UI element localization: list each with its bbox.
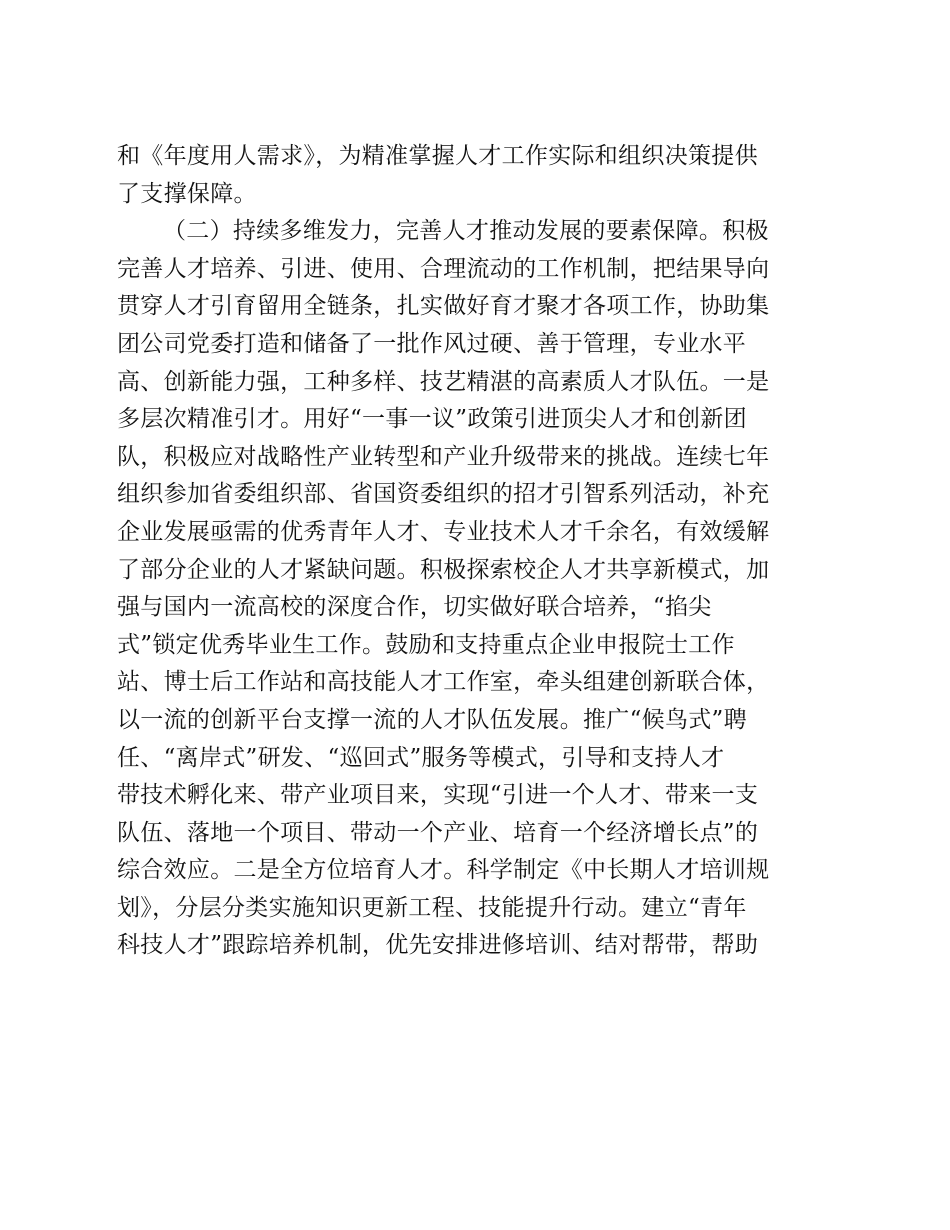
text-line: 任、“离岸式”研发、“巡回式”服务等模式，引导和支持人才 [117, 744, 725, 771]
text-line: 综合效应。二是全方位培育人才。科学制定《中长期人才培训规 [117, 857, 770, 884]
text-line: 企业发展亟需的优秀青年人才、专业技术人才千余名，有效缓解 [117, 518, 770, 545]
text-line: 贯穿人才引育留用全链条，扎实做好育才聚才各项工作，协助集 [117, 293, 770, 320]
section-heading-line: （二）持续多维发力，完善人才推动发展的要素保障。积极 [163, 218, 769, 245]
text-line: 了部分企业的人才紧缺问题。积极探索校企人才共享新模式，加 [117, 556, 770, 583]
text-line: 组织参加省委组织部、省国资委组织的招才引智系列活动，补充 [117, 481, 770, 508]
text-line: 以一流的创新平台支撑一流的人才队伍发展。推广“候鸟式”聘 [117, 706, 747, 733]
text-line: 划》，分层分类实施知识更新工程、技能提升行动。建立“青年 [117, 894, 747, 921]
text-line: 队伍、落地一个项目、带动一个产业、培育一个经济增长点”的 [117, 819, 759, 846]
document-body [117, 138, 817, 965]
text-line: 站、博士后工作站和高技能人才工作室，牵头组建创新联合体， [117, 669, 770, 696]
text-line: 高、创新能力强，工种多样、技艺精湛的高素质人才队伍。一是 [117, 368, 770, 395]
text-line: 带技术孵化来、带产业项目来，实现“引进一个人才、带来一支 [117, 782, 759, 809]
text-line: 式”锁定优秀毕业生工作。鼓励和支持重点企业申报院士工作 [117, 631, 735, 658]
text-line: 多层次精准引才。用好“一事一议”政策引进顶尖人才和创新团 [117, 406, 747, 433]
text-line: 和《年度用人需求》，为精准掌握人才工作实际和组织决策提供 [117, 143, 758, 169]
text-line: 团公司党委打造和储备了一批作风过硬、善于管理，专业水平 [117, 330, 747, 357]
text-line: 完善人才培养、引进、使用、合理流动的工作机制，把结果导向 [117, 255, 770, 282]
text-line: 队，积极应对战略性产业转型和产业升级带来的挑战。连续七年 [117, 443, 770, 470]
text-line: 科技人才”跟踪培养机制，优先安排进修培训、结对帮带，帮助 [117, 932, 759, 959]
text-line: 了支撑保障。 [117, 180, 257, 207]
text-line: 强与国内一流高校的深度合作，切实做好联合培养，“掐尖 [117, 594, 712, 621]
